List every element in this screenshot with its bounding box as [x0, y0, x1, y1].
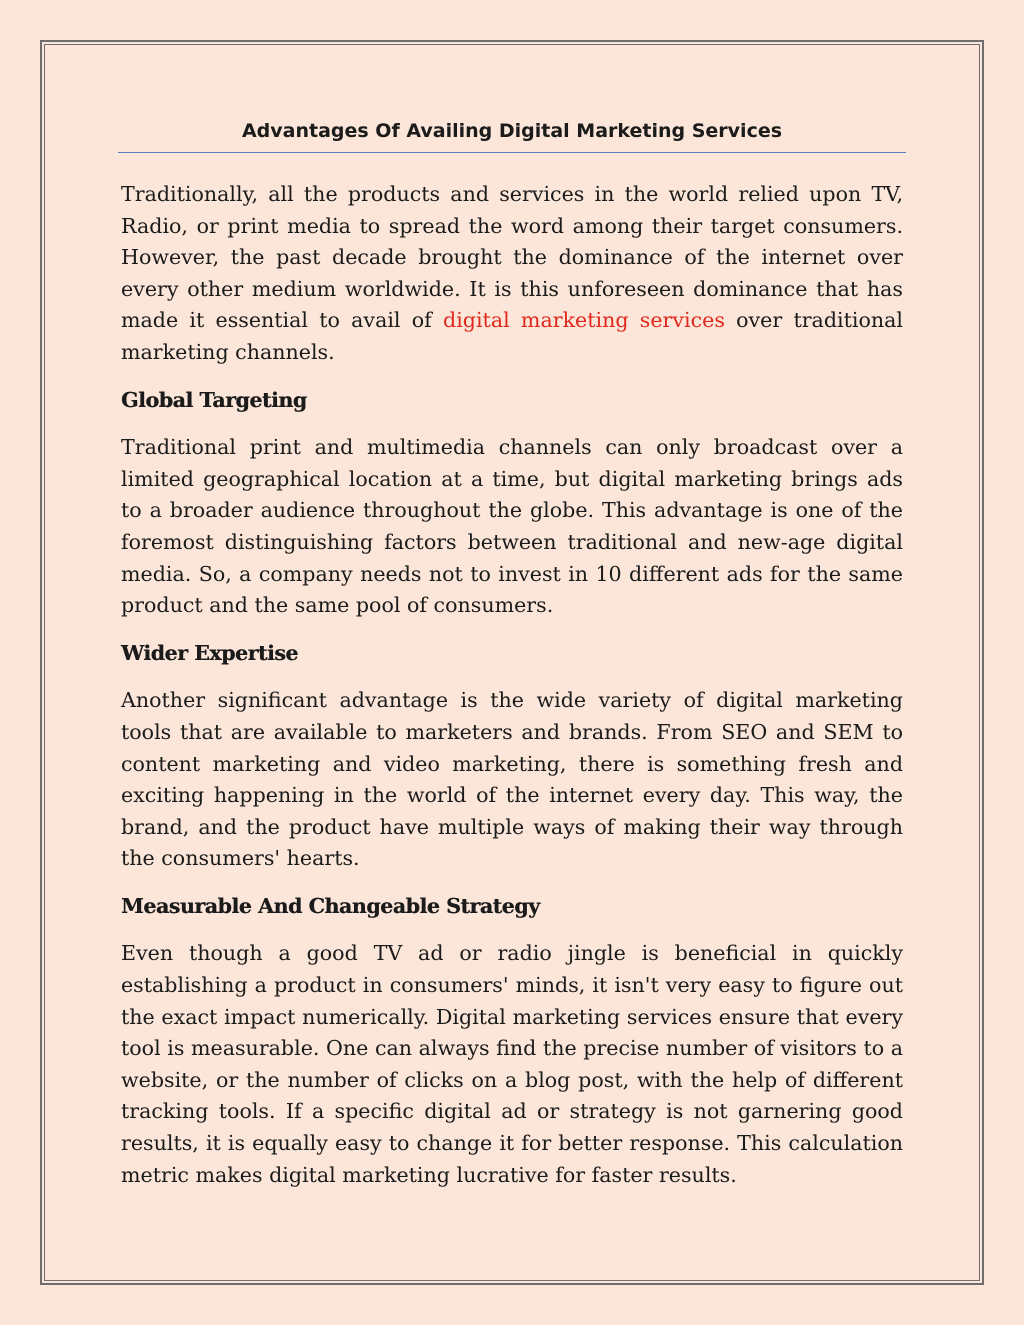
section-body-measurable-strategy: Even though a good TV ad or radio jingle is beneficial in quickly establishing a product in consumers' minds, it isn't very easy to figure out the exact impact numerically. Digital marketing services ensure that every tool is measurable. One can always find the precise number of visitors to a website, or the number of clicks on a blog post, with the help of different tracking tools. If a specific digital ad or strategy is not garnering good results, it is equally easy to change it for better response. This calculation metric makes digital marketing lucrative for faster results.: [121, 941, 903, 1187]
digital-marketing-services-link[interactable]: digital marketing services: [443, 308, 725, 333]
document-body: [121, 120, 903, 1191]
section-heading-measurable-strategy: Measurable And Changeable Strategy: [121, 893, 540, 918]
intro-text-after: over traditional marketing channels.: [121, 308, 903, 364]
document-title: Advantages Of Availing Digital Marketing Services: [241, 120, 783, 142]
section-heading-wider-expertise: Wider Expertise: [121, 640, 298, 665]
intro-text-before: Traditionally, all the products and services in the world relied upon TV, Radio, or print media to spread the word among their target consumers. However, the past decade brought the dominance of the internet over every other medium worldwide. It is this unforeseen dominance that has made it essential to avail of: [121, 182, 903, 333]
section-heading-global-targeting: Global Targeting: [121, 387, 307, 412]
intro-paragraph: [121, 179, 903, 369]
section-body-wider-expertise: Another significant advantage is the wide variety of digital marketing tools that are available to marketers and brands. From SEO and SEM to content marketing and video marketing, there is something fresh and exciting happening in the world of the internet every day. This way, the brand, and the product have multiple ways of making their way through the consumers' hearts.: [121, 688, 903, 871]
title-underline: [118, 152, 906, 153]
section-body-global-targeting: Traditional print and multimedia channels can only broadcast over a limited geographical location at a time, but digital marketing brings ads to a broader audience throughout the globe. This advantage is one of the foremost distinguishing factors between traditional and new-age digital media. So, a company needs not to invest in 10 different ads for the same product and the same pool of consumers.: [121, 435, 903, 618]
